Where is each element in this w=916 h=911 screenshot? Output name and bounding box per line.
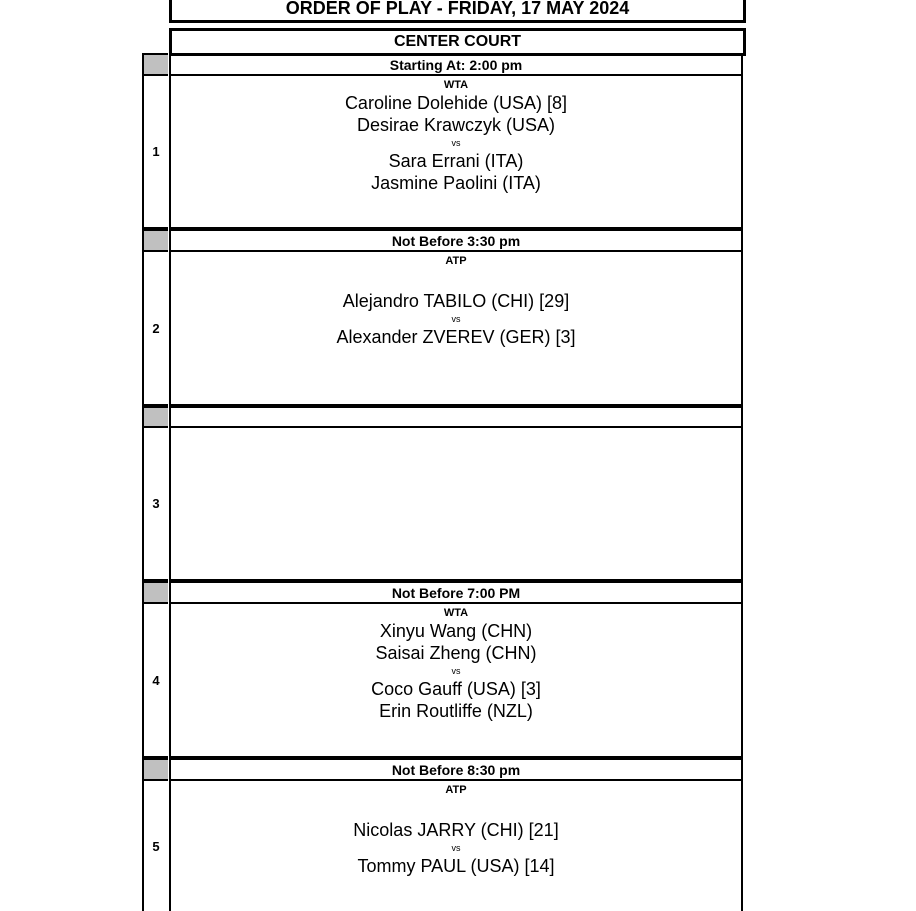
slot-5-team2-player1: Tommy PAUL (USA) [14] xyxy=(357,856,555,876)
slot-3-time xyxy=(169,406,743,428)
slot-1-team1-player2: Desirae Krawczyk (USA) xyxy=(356,115,556,135)
slot-4-vs: vs xyxy=(451,666,461,676)
slot-3-match xyxy=(169,428,743,581)
slot-4-team2-player2: Erin Routliffe (NZL) xyxy=(379,701,533,721)
slot-4-number: 4 xyxy=(142,604,168,758)
slot-1-match xyxy=(169,76,743,229)
slot-1-marker xyxy=(142,53,168,76)
slot-2-number: 2 xyxy=(142,252,168,406)
slot-3-number: 3 xyxy=(142,428,168,581)
slot-2-marker xyxy=(142,229,168,252)
slot-1-time: Starting At: 2:00 pm xyxy=(169,53,743,76)
slot-1-team2-player2: Jasmine Paolini (ITA) xyxy=(371,173,541,193)
slot-4-time: Not Before 7:00 PM xyxy=(169,581,743,604)
slot-1-tour: WTA xyxy=(443,79,469,91)
slot-5-team1-player1: Nicolas JARRY (CHI) [21] xyxy=(353,820,559,840)
slot-2-team2-player1: Alexander ZVEREV (GER) [3] xyxy=(336,327,576,347)
slot-3-marker xyxy=(142,406,168,428)
slot-1-team1-player1: Caroline Dolehide (USA) [8] xyxy=(344,93,568,113)
slot-4-team2-player1: Coco Gauff (USA) [3] xyxy=(371,679,541,699)
slot-4-team1-player2: Saisai Zheng (CHN) xyxy=(375,643,537,663)
slot-2-team1-player1: Alejandro TABILO (CHI) [29] xyxy=(342,291,570,311)
slot-5-match xyxy=(169,781,743,911)
slot-4-tour: WTA xyxy=(443,607,469,619)
slot-1-vs: vs xyxy=(451,138,461,148)
slot-1-team2-player1: Sara Errani (ITA) xyxy=(388,151,524,171)
slot-1-number: 1 xyxy=(142,76,168,229)
slot-2-vs: vs xyxy=(451,314,461,324)
order-of-play-title: ORDER OF PLAY - FRIDAY, 17 MAY 2024 xyxy=(169,0,746,23)
court-name-header: CENTER COURT xyxy=(169,28,746,56)
slot-5-marker xyxy=(142,758,168,781)
slot-2-time: Not Before 3:30 pm xyxy=(169,229,743,252)
slot-5-tour: ATP xyxy=(445,784,467,796)
slot-4-match xyxy=(169,604,743,758)
slot-5-time: Not Before 8:30 pm xyxy=(169,758,743,781)
slot-4-marker xyxy=(142,581,168,604)
slot-4-team1-player1: Xinyu Wang (CHN) xyxy=(379,621,533,641)
slot-5-number: 5 xyxy=(142,781,168,911)
slot-2-match xyxy=(169,252,743,406)
slot-2-tour: ATP xyxy=(445,255,467,267)
slot-5-vs: vs xyxy=(451,843,461,853)
